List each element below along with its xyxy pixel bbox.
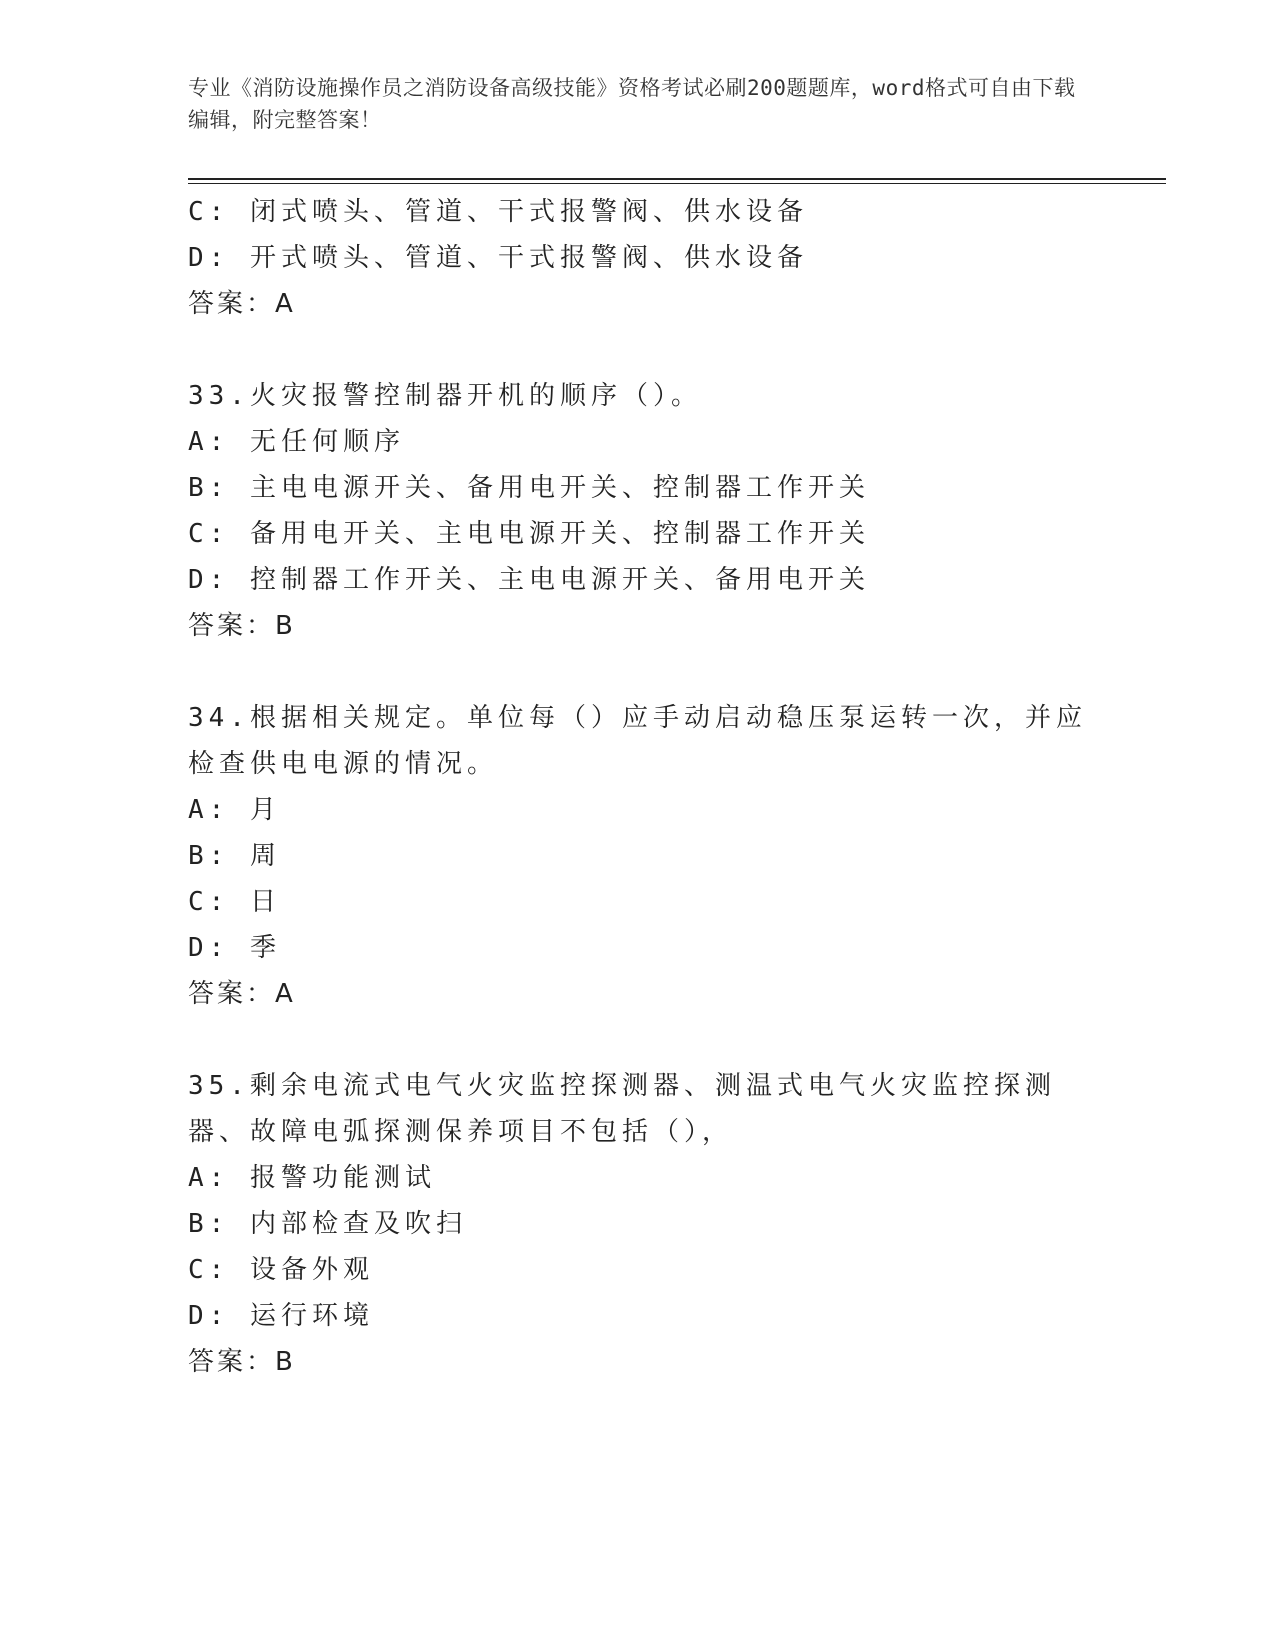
option-c: C: 设备外观 bbox=[188, 1255, 374, 1285]
option-b: B: 周 bbox=[188, 841, 281, 871]
spacer bbox=[188, 1017, 1088, 1063]
option-c: C: 闭式喷头、管道、干式报警阀、供水设备 bbox=[188, 197, 808, 227]
option-d: D: 开式喷头、管道、干式报警阀、供水设备 bbox=[188, 243, 808, 273]
spacer bbox=[188, 327, 1088, 373]
question-text: 33.火灾报警控制器开机的顺序（）。 bbox=[188, 381, 702, 411]
question-list bbox=[188, 189, 1088, 1385]
answer-label: 答案：A bbox=[188, 979, 296, 1009]
option-c: C: 备用电开关、主电电源开关、控制器工作开关 bbox=[188, 519, 870, 549]
header-rule-thick bbox=[188, 178, 1166, 180]
option-a: A: 月 bbox=[188, 795, 281, 825]
question-34 bbox=[188, 695, 1088, 1017]
partial-question bbox=[188, 189, 1088, 327]
question-text: 34.根据相关规定。单位每（）应手动启动稳压泵运转一次，并应检查供电电源的情况。 bbox=[188, 703, 1087, 779]
option-a: A: 无任何顺序 bbox=[188, 427, 405, 457]
document-header: 专业《消防设施操作员之消防设备高级技能》资格考试必刷200题题库，word格式可自由下载编辑，附完整答案！ bbox=[188, 76, 1076, 132]
answer-label: 答案：B bbox=[188, 611, 296, 641]
option-d: D: 控制器工作开关、主电电源开关、备用电开关 bbox=[188, 565, 870, 595]
option-d: D: 季 bbox=[188, 933, 281, 963]
option-a: A: 报警功能测试 bbox=[188, 1163, 436, 1193]
option-d: D: 运行环境 bbox=[188, 1301, 374, 1331]
answer-label: 答案：B bbox=[188, 1347, 296, 1377]
question-33 bbox=[188, 373, 1088, 649]
option-b: B: 主电电源开关、备用电开关、控制器工作开关 bbox=[188, 473, 870, 503]
option-b: B: 内部检查及吹扫 bbox=[188, 1209, 467, 1239]
option-c: C: 日 bbox=[188, 887, 281, 917]
spacer bbox=[188, 649, 1088, 695]
answer-label: 答案：A bbox=[188, 289, 296, 319]
question-text: 35.剩余电流式电气火灾监控探测器、测温式电气火灾监控探测器、故障电弧探测保养项目不包括（）， bbox=[188, 1071, 1056, 1147]
question-35 bbox=[188, 1063, 1088, 1385]
header-rule-thin bbox=[188, 183, 1166, 184]
